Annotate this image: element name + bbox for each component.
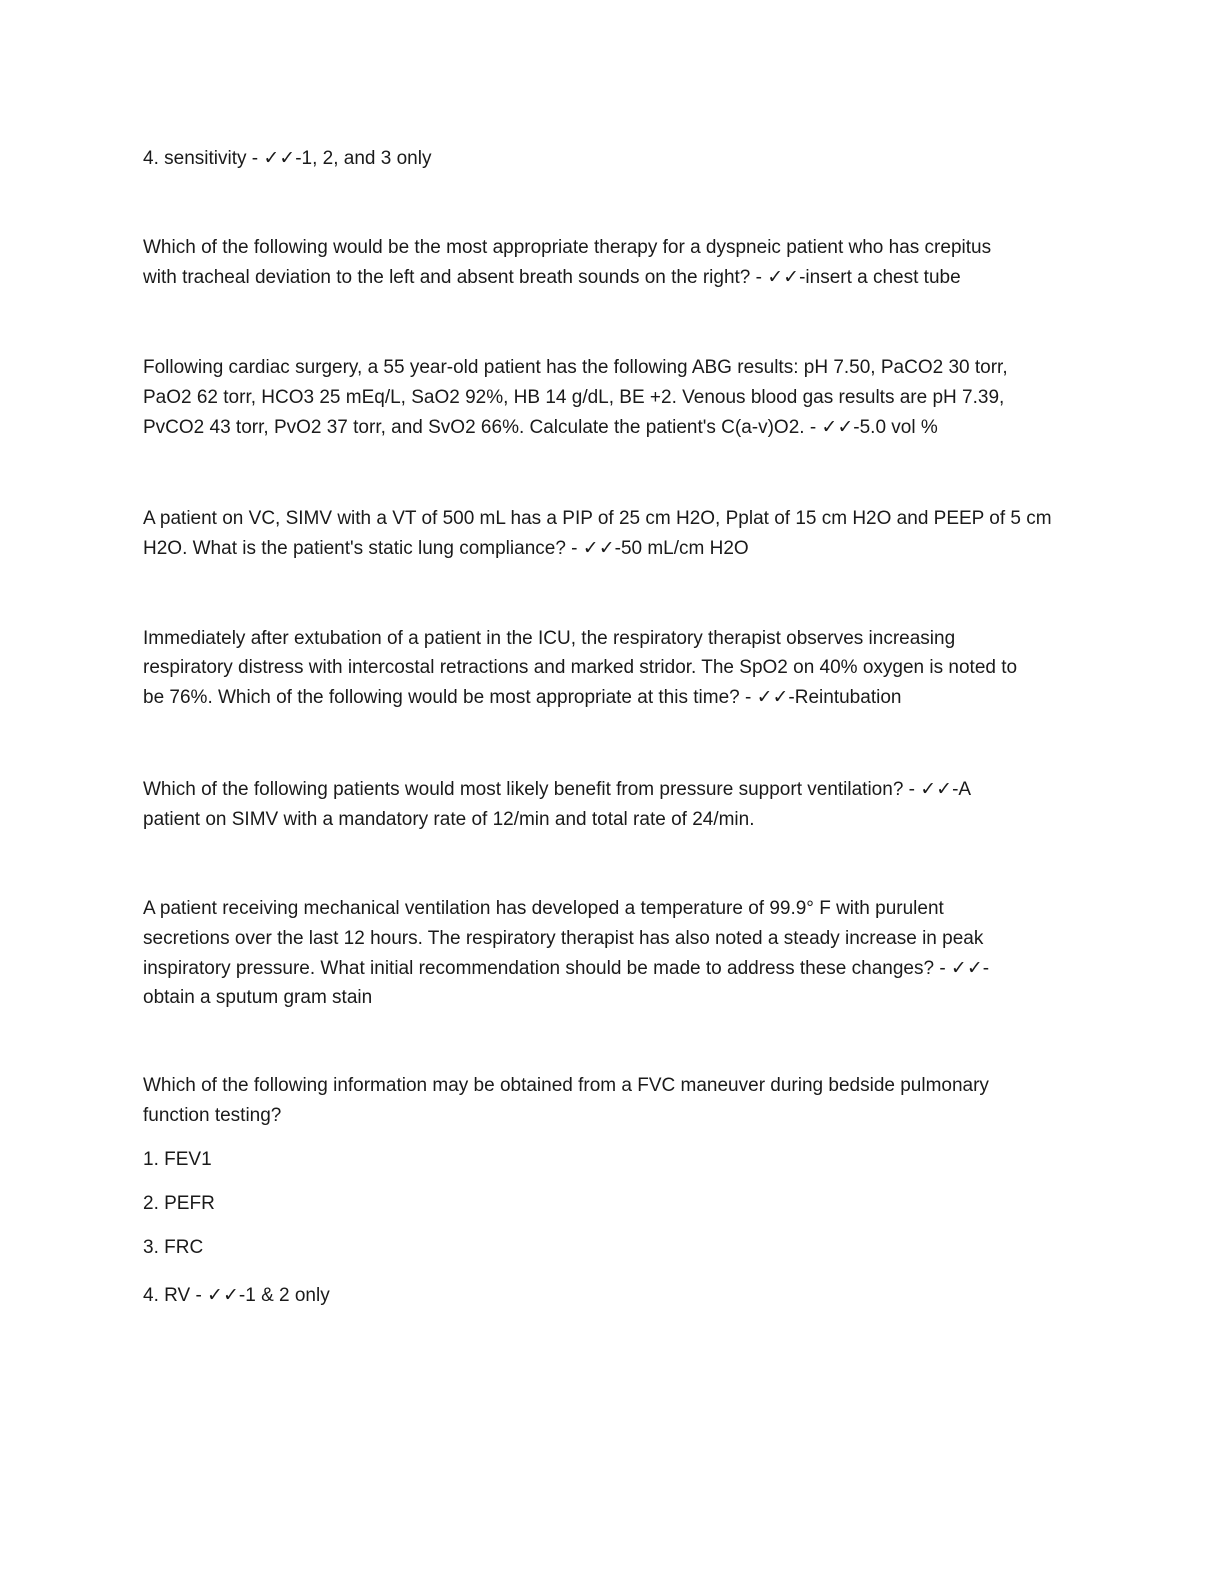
text-line: PvCO2 43 torr, PvO2 37 torr, and SvO2 66%. Calculate the patient's C(a-v)O2. - ✓✓-5.0 vol %	[143, 417, 938, 438]
text-line: patient on SIMV with a mandatory rate of 12/min and total rate of 24/min.	[143, 809, 755, 830]
text-line: Following cardiac surgery, a 55 year-old patient has the following ABG results: pH 7.50, PaCO2 30 torr,	[143, 357, 1008, 378]
text-line: Which of the following would be the most appropriate therapy for a dyspneic patient who has crepitus	[143, 237, 992, 258]
text-line: A patient on VC, SIMV with a VT of 500 mL has a PIP of 25 cm H2O, Pplat of 15 cm H2O and PEEP of 5 cm	[143, 508, 1052, 529]
text-line: Which of the following information may be obtained from a FVC maneuver during bedside pulmonary	[143, 1075, 989, 1096]
text-line: PaO2 62 torr, HCO3 25 mEq/L, SaO2 92%, HB 14 g/dL, BE +2. Venous blood gas results are pH 7.39,	[143, 387, 1005, 408]
text-line: Which of the following patients would most likely benefit from pressure support ventilation? - ✓✓-A	[143, 779, 972, 800]
list-item: 3. FRC	[143, 1237, 204, 1258]
list-item: 2. PEFR	[143, 1193, 215, 1214]
list-item: 1. FEV1	[143, 1149, 212, 1170]
text-line: be 76%. Which of the following would be most appropriate at this time? - ✓✓-Reintubation	[143, 687, 902, 708]
text-line: inspiratory pressure. What initial recommendation should be made to address these changes? - ✓✓-	[143, 958, 990, 979]
text-line: with tracheal deviation to the left and absent breath sounds on the right? - ✓✓-insert a chest tube	[143, 267, 961, 288]
text-line: secretions over the last 12 hours. The respiratory therapist has also noted a steady increase in peak	[143, 928, 984, 949]
text-line: 4. sensitivity - ✓✓-1, 2, and 3 only	[143, 148, 432, 169]
text-line: obtain a sputum gram stain	[143, 987, 373, 1008]
text-line: A patient receiving mechanical ventilation has developed a temperature of 99.9° F with purulent	[143, 898, 944, 919]
list-item: 4. RV - ✓✓-1 & 2 only	[143, 1285, 330, 1306]
text-line: function testing?	[143, 1105, 282, 1126]
text-line: Immediately after extubation of a patient in the ICU, the respiratory therapist observes increasing	[143, 628, 956, 649]
text-line: H2O. What is the patient's static lung compliance? - ✓✓-50 mL/cm H2O	[143, 538, 749, 559]
text-line: respiratory distress with intercostal retractions and marked stridor. The SpO2 on 40% oxygen is noted to	[143, 657, 1018, 678]
